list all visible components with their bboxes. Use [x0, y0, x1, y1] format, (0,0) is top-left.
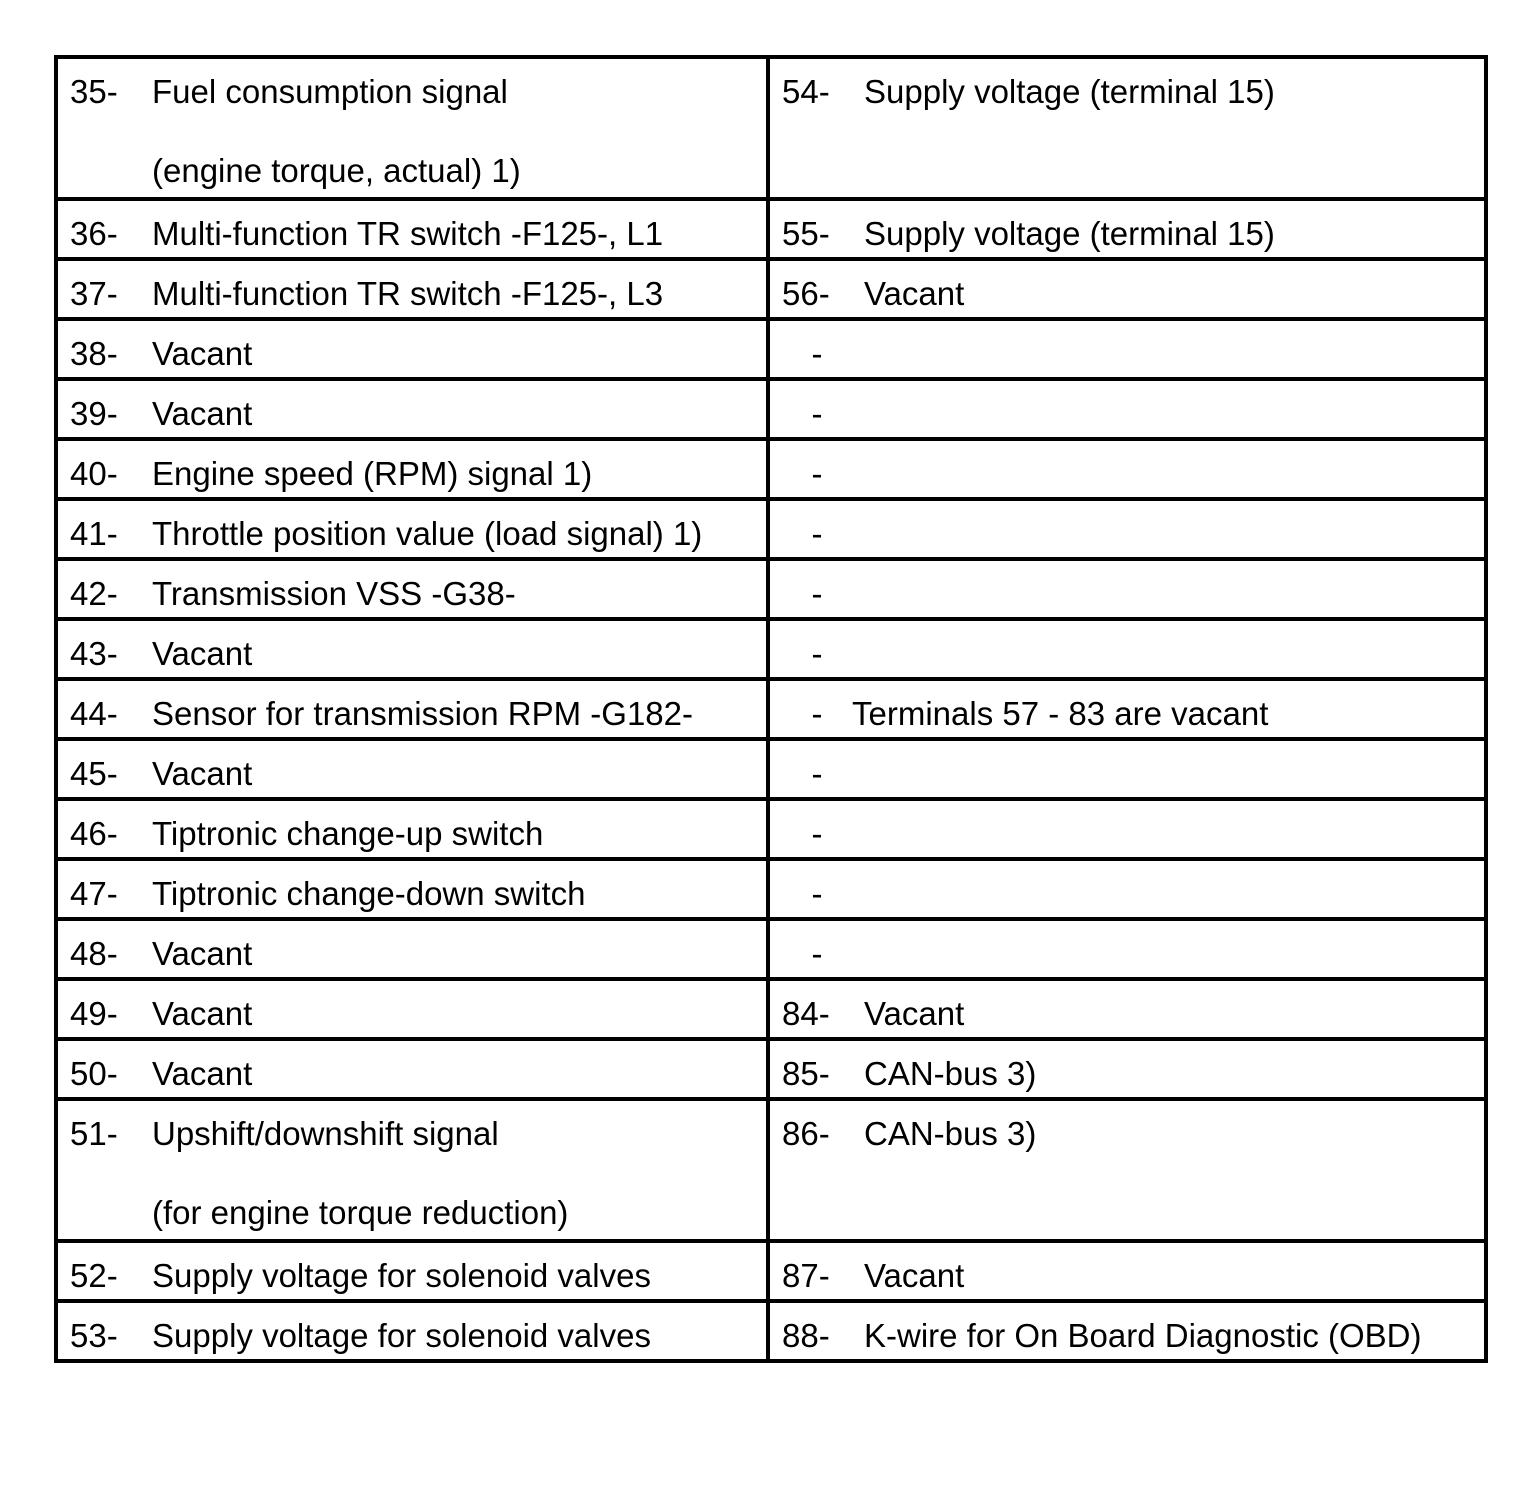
terminal-description: [852, 697, 1484, 730]
table-cell-left: [56, 499, 768, 559]
terminal-description: [152, 517, 766, 550]
terminal-number: 41-: [70, 515, 118, 552]
terminal-number: 44-: [70, 695, 118, 732]
table-row: [56, 439, 1486, 499]
table-cell-left: [56, 799, 768, 859]
terminal-description: [152, 1319, 766, 1352]
terminal-entry: [770, 561, 1484, 610]
description-line: Vacant: [152, 1055, 253, 1092]
description-line: K-wire for On Board Diagnostic (OBD): [864, 1317, 1422, 1354]
terminal-entry: [58, 861, 766, 910]
terminal-number: -: [811, 755, 823, 792]
description-line: Vacant: [864, 995, 965, 1032]
terminal-number: 88-: [782, 1317, 830, 1354]
terminal-entry: [58, 501, 766, 550]
description-line: Supply voltage for solenoid valves: [152, 1257, 651, 1294]
terminal-description: [864, 277, 1484, 310]
terminal-number: 43-: [70, 635, 118, 672]
terminal-entry: [58, 741, 766, 790]
terminal-description: [152, 75, 766, 187]
terminal-description: [864, 1057, 1484, 1090]
terminal-description: [864, 1117, 1484, 1150]
table-cell-right: [768, 499, 1486, 559]
terminal-description: [852, 517, 1484, 550]
table-row: [56, 619, 1486, 679]
terminal-entry: [58, 1303, 766, 1352]
description-line: CAN-bus 3): [864, 1115, 1037, 1152]
terminal-number: 39-: [70, 395, 118, 432]
description-line: Multi-function TR switch -F125-, L1: [152, 215, 664, 252]
description-line: Multi-function TR switch -F125-, L3: [152, 275, 664, 312]
terminal-entry: [58, 321, 766, 370]
terminal-description: [152, 637, 766, 670]
terminal-number: 49-: [70, 995, 118, 1032]
terminal-entry: [770, 201, 1484, 250]
terminal-description: [852, 397, 1484, 430]
terminal-entry: [770, 381, 1484, 430]
table-row: [56, 259, 1486, 319]
terminal-description: [852, 337, 1484, 370]
terminal-number: 87-: [782, 1257, 830, 1294]
terminal-entry: [770, 981, 1484, 1030]
table-row: [56, 199, 1486, 259]
terminal-entry: [58, 681, 766, 730]
terminal-description: [864, 1259, 1484, 1292]
table-row: [56, 57, 1486, 199]
description-line: Tiptronic change-up switch: [152, 815, 544, 852]
terminal-entry: [770, 59, 1484, 108]
table-cell-left: [56, 919, 768, 979]
terminal-number: -: [811, 815, 823, 852]
description-line: Vacant: [152, 335, 253, 372]
terminal-entry: [770, 1303, 1484, 1352]
terminal-number: 35-: [70, 73, 118, 110]
table-row: [56, 679, 1486, 739]
terminal-number: -: [811, 455, 823, 492]
table-row: [56, 379, 1486, 439]
terminal-description: [152, 277, 766, 310]
table-cell-right: [768, 379, 1486, 439]
table-cell-left: [56, 199, 768, 259]
terminal-number: 56-: [782, 275, 830, 312]
terminal-number: -: [811, 695, 823, 732]
terminal-entry: [58, 1243, 766, 1292]
terminal-description: [852, 757, 1484, 790]
table-cell-left: [56, 739, 768, 799]
terminal-entry: [58, 981, 766, 1030]
terminal-description: [864, 75, 1484, 108]
terminal-number: 50-: [70, 1055, 118, 1092]
description-line: CAN-bus 3): [864, 1055, 1037, 1092]
description-line: Vacant: [864, 1257, 965, 1294]
table-cell-left: [56, 1301, 768, 1361]
table-cell-left: [56, 979, 768, 1039]
terminal-number: 52-: [70, 1257, 118, 1294]
table-cell-right: [768, 859, 1486, 919]
terminal-description: [152, 877, 766, 910]
terminal-description: [852, 817, 1484, 850]
table-cell-right: [768, 439, 1486, 499]
table-cell-left: [56, 559, 768, 619]
description-line: Fuel consumption signal: [152, 73, 508, 110]
terminal-description: [152, 757, 766, 790]
terminal-number: 55-: [782, 215, 830, 252]
description-line: Terminals 57 - 83 are vacant: [852, 695, 1269, 732]
pin-assignment-table: [54, 55, 1488, 1363]
terminal-number: 37-: [70, 275, 118, 312]
terminal-entry: [770, 621, 1484, 670]
table-cell-right: [768, 259, 1486, 319]
terminal-entry: [770, 321, 1484, 370]
table-row: [56, 1099, 1486, 1241]
terminal-number: -: [811, 635, 823, 672]
description-line: Vacant: [152, 395, 253, 432]
description-line: Supply voltage (terminal 15): [864, 215, 1275, 252]
table-cell-right: [768, 979, 1486, 1039]
table-cell-left: [56, 1241, 768, 1301]
description-line: Vacant: [152, 755, 253, 792]
terminal-description: [152, 457, 766, 490]
description-line: Vacant: [864, 275, 965, 312]
table-cell-right: [768, 1099, 1486, 1241]
table-cell-left: [56, 679, 768, 739]
terminal-entry: [58, 59, 766, 187]
terminal-number: 86-: [782, 1115, 830, 1152]
terminal-description: [852, 637, 1484, 670]
description-line: Vacant: [152, 635, 253, 672]
description-line: Engine speed (RPM) signal 1): [152, 455, 593, 492]
terminal-number: 42-: [70, 575, 118, 612]
table-row: [56, 559, 1486, 619]
terminal-description: [152, 397, 766, 430]
terminal-number: 46-: [70, 815, 118, 852]
terminal-entry: [770, 261, 1484, 310]
table-cell-left: [56, 619, 768, 679]
table-row: [56, 919, 1486, 979]
table-cell-right: [768, 1241, 1486, 1301]
table-row: [56, 1301, 1486, 1361]
terminal-description: [152, 217, 766, 250]
table-cell-left: [56, 859, 768, 919]
description-line: Supply voltage (terminal 15): [864, 73, 1275, 110]
terminal-number: 36-: [70, 215, 118, 252]
table-cell-left: [56, 1099, 768, 1241]
terminal-number: 54-: [782, 73, 830, 110]
table-cell-left: [56, 57, 768, 199]
terminal-description: [852, 457, 1484, 490]
description-line: Transmission VSS -G38-: [152, 575, 516, 612]
table-row: [56, 799, 1486, 859]
terminal-entry: [770, 1041, 1484, 1090]
terminal-entry: [58, 261, 766, 310]
table-body: [56, 57, 1486, 1361]
terminal-entry: [58, 381, 766, 430]
terminal-description: [152, 697, 766, 730]
terminal-entry: [770, 681, 1484, 730]
table-cell-right: [768, 319, 1486, 379]
table-cell-right: [768, 739, 1486, 799]
terminal-number: 48-: [70, 935, 118, 972]
terminal-description: [852, 877, 1484, 910]
terminal-entry: [770, 1101, 1484, 1150]
terminal-description: [852, 937, 1484, 970]
terminal-entry: [58, 801, 766, 850]
table-cell-right: [768, 799, 1486, 859]
terminal-number: 45-: [70, 755, 118, 792]
description-line: Vacant: [152, 995, 253, 1032]
table-cell-right: [768, 679, 1486, 739]
terminal-description: [152, 1117, 766, 1229]
terminal-number: -: [811, 395, 823, 432]
terminal-entry: [58, 201, 766, 250]
terminal-number: 38-: [70, 335, 118, 372]
terminal-entry: [58, 621, 766, 670]
terminal-entry: [770, 501, 1484, 550]
table-cell-left: [56, 259, 768, 319]
table-row: [56, 1039, 1486, 1099]
terminal-entry: [770, 801, 1484, 850]
terminal-description: [152, 577, 766, 610]
table-row: [56, 499, 1486, 559]
terminal-description: [864, 1319, 1484, 1352]
description-line: Supply voltage for solenoid valves: [152, 1317, 651, 1354]
description-line: Upshift/downshift signal: [152, 1115, 499, 1152]
table-row: [56, 859, 1486, 919]
terminal-entry: [770, 1243, 1484, 1292]
terminal-entry: [58, 441, 766, 490]
terminal-number: 84-: [782, 995, 830, 1032]
terminal-description: [864, 217, 1484, 250]
terminal-number: 51-: [70, 1115, 118, 1152]
terminal-number: -: [811, 515, 823, 552]
terminal-number: -: [811, 335, 823, 372]
terminal-description: [152, 937, 766, 970]
terminal-number: 40-: [70, 455, 118, 492]
terminal-number: -: [811, 875, 823, 912]
terminal-entry: [58, 1041, 766, 1090]
terminal-number: 53-: [70, 1317, 118, 1354]
description-line: Vacant: [152, 935, 253, 972]
terminal-entry: [770, 921, 1484, 970]
table-cell-right: [768, 619, 1486, 679]
terminal-description: [152, 817, 766, 850]
terminal-number: 47-: [70, 875, 118, 912]
terminal-description: [152, 997, 766, 1030]
terminal-entry: [58, 561, 766, 610]
table-cell-left: [56, 379, 768, 439]
terminal-entry: [770, 861, 1484, 910]
table-cell-right: [768, 919, 1486, 979]
table-cell-right: [768, 199, 1486, 259]
terminal-description: [152, 1259, 766, 1292]
table-cell-right: [768, 57, 1486, 199]
description-line-2: (for engine torque reduction): [152, 1194, 569, 1231]
description-line: Sensor for transmission RPM -G182-: [152, 695, 694, 732]
terminal-description: [864, 997, 1484, 1030]
table-row: [56, 979, 1486, 1039]
description-line: Tiptronic change-down switch: [152, 875, 586, 912]
terminal-number: -: [811, 935, 823, 972]
terminal-description: [152, 1057, 766, 1090]
table-cell-left: [56, 319, 768, 379]
terminal-number: 85-: [782, 1055, 830, 1092]
description-line-2: (engine torque, actual) 1): [152, 152, 521, 189]
terminal-number: -: [811, 575, 823, 612]
terminal-entry: [770, 741, 1484, 790]
table-cell-right: [768, 559, 1486, 619]
table-cell-right: [768, 1301, 1486, 1361]
table-row: [56, 319, 1486, 379]
table-row: [56, 1241, 1486, 1301]
table-row: [56, 739, 1486, 799]
description-line: Throttle position value (load signal) 1): [152, 515, 703, 552]
terminal-entry: [770, 441, 1484, 490]
terminal-description: [852, 577, 1484, 610]
table-cell-left: [56, 439, 768, 499]
terminal-description: [152, 337, 766, 370]
table-cell-left: [56, 1039, 768, 1099]
table-cell-right: [768, 1039, 1486, 1099]
terminal-entry: [58, 1101, 766, 1229]
terminal-entry: [58, 921, 766, 970]
